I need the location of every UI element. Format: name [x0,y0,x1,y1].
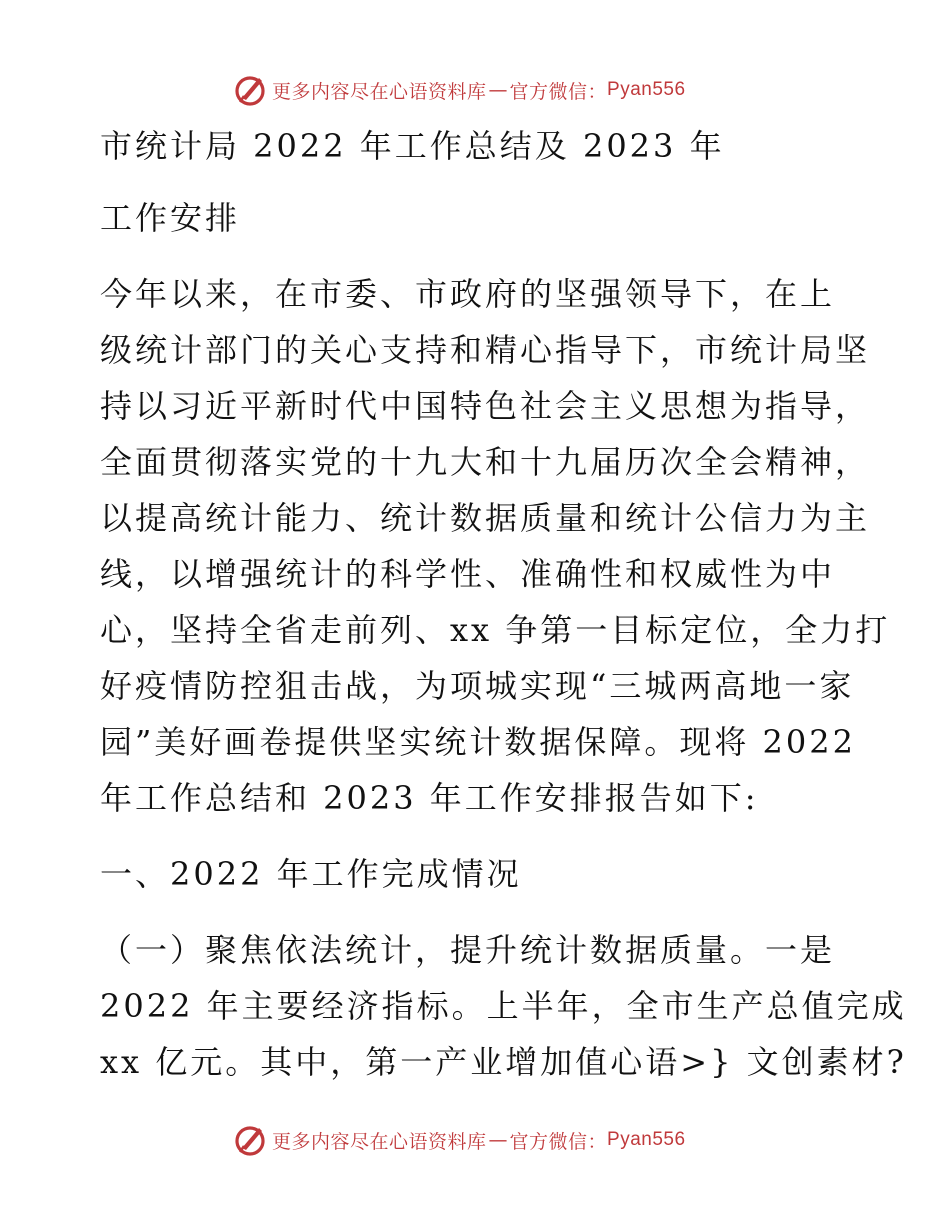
paragraph-line: 心，坚持全省走前列、xx 争第一目标定位，全力打 [100,611,891,649]
watermark-text: 更多内容尽在心语资料库 [272,80,487,103]
paragraph-line: 线，以增强统计的科学性、准确性和权威性为中 [100,555,836,593]
watermark-label: 官方微信： [509,1130,608,1153]
paragraph-line: 全面贯彻落实党的十九大和十九届历次全会精神， [100,443,871,481]
title-line-1: 市统计局 2022 年工作总结及 2023 年 [100,127,725,165]
paragraph-line: 年工作总结和 2023 年工作安排报告如下: [100,779,759,817]
watermark-account: Pyan556 [607,79,686,100]
watermark-account: Pyan556 [607,1129,686,1150]
paragraph-line: （一）聚焦依法统计，提升统计数据质量。一是 [100,931,836,969]
watermark-label: 官方微信： [509,80,608,103]
paragraph-line: 2022 年主要经济指标。上半年，全市生产总值完成 [100,987,907,1025]
subsection-paragraph [100,922,907,1090]
watermark-text: 更多内容尽在心语资料库 [272,1130,487,1153]
paragraph-line: 好疫情防控狙击战，为项城实现“三城两高地一家 [100,667,855,705]
watermark-bottom [232,1120,686,1160]
title-line-2: 工作安排 [100,199,241,237]
watermark-dash: — [488,79,508,101]
paragraph-line: 级统计部门的关心支持和精心指导下，市统计局坚 [100,331,871,369]
paragraph-line: xx 亿元。其中，第一产业增加值心语>} 文创素材? [100,1043,907,1081]
section-heading: 一、2022 年工作完成情况 [100,855,522,893]
document-body [100,118,907,1090]
watermark-dash: — [488,1129,508,1151]
intro-paragraph [100,266,891,826]
quill-circle-logo-icon [232,72,268,108]
quill-circle-logo-icon [232,1122,268,1158]
paragraph-line: 园”美好画卷提供坚实统计数据保障。现将 2022 [100,723,856,761]
watermark-top [232,70,686,110]
paragraph-line: 持以习近平新时代中国特色社会主义思想为指导， [100,387,871,425]
paragraph-line: 今年以来，在市委、市政府的坚强领导下，在上 [100,275,836,313]
paragraph-line: 以提高统计能力、统计数据质量和统计公信力为主 [100,499,871,537]
